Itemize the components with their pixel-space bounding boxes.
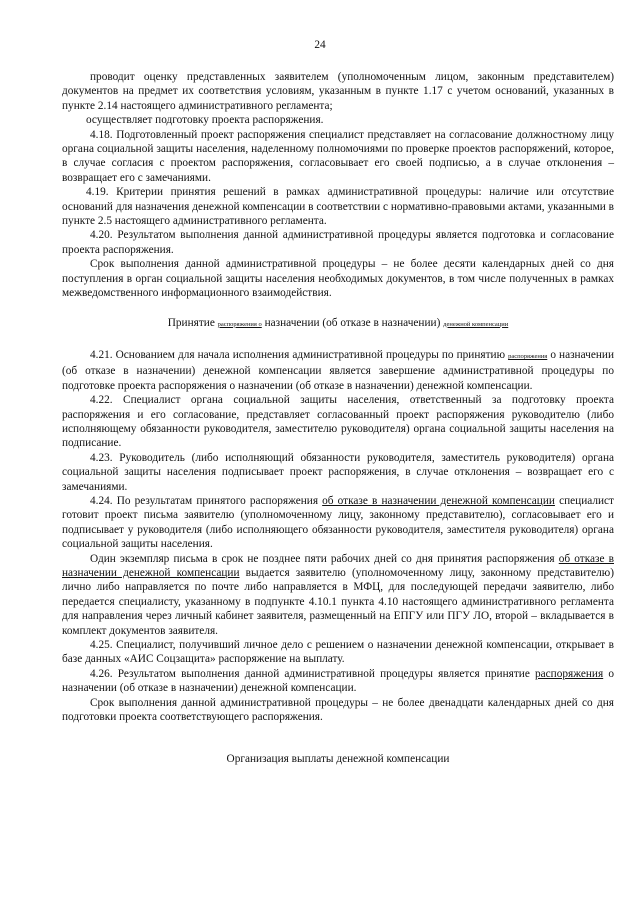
text-run: 4.24. По результатам принятого распоряжения [90, 494, 323, 507]
document-body [62, 70, 614, 767]
paragraph-4-24-copy [62, 552, 614, 638]
paragraph-evaluate: проводит оценку представленных заявителем (уполномоченным лицом, законным представителем) документов на предмет их соответствия условиям, указанным в пункте 1.17 с учетом оснований, указанных в пункте 2.14 настоящего административного регламента; [62, 71, 614, 112]
heading-part: назначении (об отказе в назначении) [261, 316, 444, 329]
paragraph-term-1: Срок выполнения данной административной процедуры – не более десяти календарных дней со дня поступления в орган социальной защиты населения необходимых документов, в том числе полученных в рамках межведомственного информационного взаимодействия. [62, 258, 614, 300]
small-text: распоряжения [508, 352, 548, 360]
paragraph-4-23: 4.23. Руководитель (либо исполняющий обязанности руководителя, заместитель руководителя) органа социальной защиты населения подписывает проект распоряжения, в случае отклонения – возвращает его с замечаниями. [62, 451, 614, 493]
paragraph-4-21 [62, 348, 614, 393]
paragraph-4-19: 4.19. Критерии принятия решений в рамках административной процедуры: наличие или отсутствие оснований для назначения денежной компенсации в соответствии с нормативно-правовыми актами, указанными в пункте 2.5 настоящего административного регламента. [62, 186, 614, 228]
paragraph-prepare: осуществляет подготовку проекта распоряжения. [86, 114, 324, 127]
paragraph-4-22: 4.22. Специалист органа социальной защиты населения, ответственный за подготовку проекта распоряжения и его согласование, представляет согласованный проект распоряжения руководителю (либо исполняющему обязанности руководителя, заместителю руководителя) органа социальной защиты населения на подписание. [62, 394, 614, 450]
heading-small-text: денежной компенсации [443, 320, 509, 328]
paragraph-term-2: Срок выполнения данной административной процедуры – не более двенадцати календарных дней со дня подготовки проекта соответствующего распоряжения. [62, 696, 614, 724]
paragraph-4-24 [62, 494, 614, 552]
text-run: Один экземпляр письма в срок не позднее пяти рабочих дней со дня принятия распоряжения [90, 552, 559, 565]
text-run: о назначении (об отказе в назначении) денежной компенсации является завершение административной процедуры по подготовке проекта распоряжения о назначении (об отказе в назначении) денежной компенсации. [62, 348, 614, 392]
paragraph-4-26 [62, 667, 614, 696]
page-number: 24 [314, 39, 326, 51]
section-heading-payment: Организация выплаты денежной компенсации [226, 753, 450, 766]
underlined-text: об отказе в назначении денежной компенсации [322, 494, 555, 507]
text-run: специалист готовит проект письма заявителю (уполномоченному лицу, законному представителю), согласовывает его и подписывает у руководителя (либо исполняющего обязанности руководителя, заместителя руководителя) органа социальной защиты населения. [62, 494, 614, 551]
heading-small-text: распоряжения о [217, 320, 262, 328]
section-heading-decision [62, 316, 614, 332]
text-run: о назначении (об отказе в назначении) денежной компенсации. [62, 667, 614, 695]
paragraph-4-18: 4.18. Подготовленный проект распоряжения специалист представляет на согласование должностному лицу органа социальной защиты населения, наделенному полномочиями по проверке проектов распоряжений, которое, в случае согласия с проектом распоряжения, согласовывает его своей подписью, а в случае отклонения – возвращает его с замечаниями. [62, 128, 614, 184]
heading-part: Принятие [167, 316, 218, 329]
underlined-text: распоряжения [535, 667, 604, 680]
text-run: выдается заявителю (уполномоченному лицу, законному представителю) лично либо направляется по почте либо направляется в МФЦ, для последующей передачи заявителю, либо передается специалисту, указанному в подпункте 4.10.1 пункта 4.10 настоящего административного регламента для направления через личный кабинет заявителя, размещенный на ЕПГУ или ПГУ ЛО, второй – вкладывается в комплект документов заявителя. [62, 567, 614, 637]
underlined-text: об отказе в назначении денежной компенсации [62, 552, 614, 579]
paragraph-4-20: 4.20. Результатом выполнения данной административной процедуры является подготовка и согласование проекта распоряжения. [62, 229, 614, 256]
paragraph-4-25: 4.25. Специалист, получивший личное дело с решением о назначении денежной компенсации, открывает в базе данных «АИС Соцзащита» распоряжение на выплату. [62, 639, 614, 666]
text-run: 4.21. Основанием для начала исполнения административной процедуры по принятию [90, 348, 509, 361]
text-run: 4.26. Результатом выполнения данной административной процедуры является принятие [90, 667, 535, 680]
